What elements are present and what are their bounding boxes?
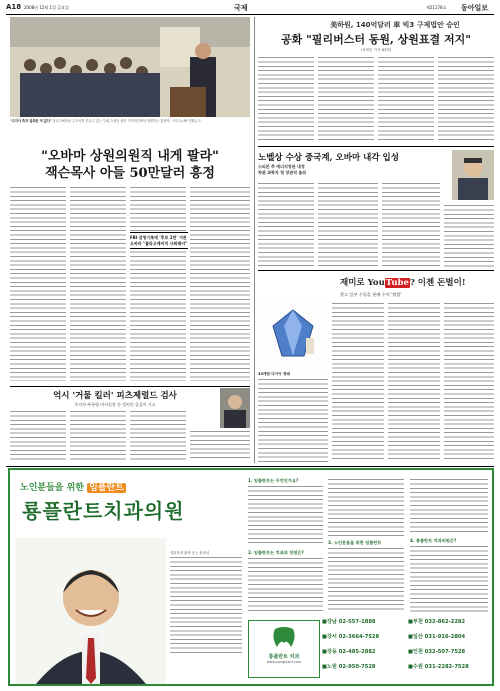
story3-col3 — [382, 182, 440, 267]
page-header — [6, 3, 494, 13]
story2-divider — [258, 146, 494, 147]
ad-clinic-name: 룡플란트치과의원 — [22, 499, 185, 523]
phone-branch: 일산 — [412, 634, 423, 640]
diamond-photo — [258, 300, 328, 370]
ad-tagline — [20, 480, 126, 493]
ad-logo — [248, 620, 320, 678]
phone-branch: 부천 — [412, 619, 423, 625]
steven-chu-portrait — [452, 150, 494, 200]
story5-headline: 억시 '거물 킬러' 피츠제럴드 검사 — [53, 391, 177, 401]
story1-headline-line2: 잭슨목사 아들 50만달러 흥정 — [45, 166, 215, 181]
section-title: 국제 — [234, 4, 248, 12]
phone-number: 032-862-2282 — [424, 619, 466, 625]
paper-name: 동아일보 — [461, 4, 489, 12]
story1-headline-line1: "오바마 상원의원직 내게 팔라" — [41, 149, 219, 164]
ad-intro-text — [170, 556, 242, 656]
story3-col1 — [258, 182, 314, 267]
story4-col1 — [258, 378, 328, 462]
story2-headline: 공화 "필리버스터 동원, 상원표결 저지" — [281, 33, 471, 46]
story2-col1 — [258, 56, 314, 142]
dental-ad — [8, 468, 494, 686]
story4-subhead: 광고 일부 수입을 분배 수익 '짭짤' — [340, 292, 402, 297]
story3-subhead-line1: 스티븐 추 에너지장관 내정 — [258, 164, 305, 169]
story4-col2 — [332, 302, 384, 462]
story1-subhead-text: FBI 감청기록에 '후보 1번' 거론 오바마 "블라고예비치 사퇴해야" — [130, 235, 188, 246]
phone-item[interactable]: ■수원 031-2282-7528 — [408, 664, 469, 670]
story1-divider — [10, 386, 250, 387]
ad-section2-text — [248, 557, 323, 612]
story3-divider — [258, 270, 494, 271]
story4-col3 — [388, 302, 440, 462]
ad-col2-text — [328, 478, 404, 536]
phone-item[interactable]: ■강서 02-3664-7528 — [322, 634, 380, 640]
story5-col3 — [130, 410, 186, 460]
story1-subhead — [130, 232, 188, 249]
ad-top-rule — [6, 466, 494, 467]
doctor-photo — [16, 538, 166, 684]
phone-number: 02-485-2882 — [338, 649, 376, 655]
diamond-caption: 33캐럿 다이아 경매 — [258, 372, 290, 376]
header-rule — [6, 14, 494, 15]
photo-caption — [10, 119, 250, 123]
story5-col2 — [70, 410, 126, 460]
phone-branch: 강남 — [326, 619, 337, 625]
ad-section1-text — [248, 485, 323, 545]
ad-section3-title: 3. 노인분들을 위한 임플란트 — [328, 540, 382, 545]
story1-col4 — [190, 186, 250, 381]
phone-number: 02-557-1888 — [338, 619, 376, 625]
phone-number: 02-3664-7528 — [338, 634, 380, 640]
prosecutor-photo — [220, 388, 250, 428]
phone-item[interactable]: ■부천 032-862-2282 — [408, 619, 466, 625]
doctor-caption: 행복하게 활짝 웃는 원장님 — [170, 551, 210, 555]
ad-logo-text: 룡플란트 치과 — [268, 654, 300, 660]
ad-section2-title: 2. 임플란트는 치료의 장점은? — [248, 550, 304, 555]
ad-phone-list — [322, 618, 490, 680]
ad-logo-url: www.yongplant.com — [266, 660, 302, 664]
phone-number: 02-950-7528 — [338, 664, 376, 670]
phone-number: 031-2282-7528 — [424, 664, 469, 670]
story1-col3 — [130, 186, 186, 381]
story3-headline: 노벨상 수상 중국계, 오바마 내각 입성 — [258, 153, 399, 163]
youtube-inline-tube: Tube — [385, 278, 409, 288]
story2-byline: (자세한 기사 B3면) — [360, 48, 392, 52]
story1-headline — [10, 148, 250, 182]
steven-chu-photo — [452, 150, 494, 200]
story3-col4 — [444, 204, 494, 267]
story5-col4 — [190, 430, 250, 460]
story5-col1 — [10, 410, 66, 460]
story2-kicker: 美하원, 140억달러 車 빅3 구제법안 승인 — [330, 21, 460, 29]
phone-number: 032-507-7528 — [424, 649, 466, 655]
column-separator — [254, 17, 255, 463]
story3-col2 — [318, 182, 378, 267]
story4-col4 — [444, 302, 494, 462]
ad-section1-title: 1. 임플란트는 무엇인가요? — [248, 478, 299, 483]
youtube-inline-logo — [368, 278, 410, 288]
story4-headline-text: 재미로 YouTube? 이젠 돈벌이! — [340, 278, 466, 288]
phone-item[interactable]: ■노원 02-950-7528 — [322, 664, 376, 670]
phone-item[interactable]: ■인천 032-507-7528 — [408, 649, 466, 655]
phone-item[interactable]: ■강남 02-557-1888 — [322, 619, 376, 625]
doctor-portrait — [16, 538, 166, 684]
issue-number: 제21178호 — [426, 5, 447, 10]
page-number: A18 — [6, 3, 22, 11]
story2-col2 — [318, 56, 374, 142]
phone-branch: 수원 — [412, 664, 423, 670]
press-conference-illustration — [10, 17, 250, 117]
story3-subhead-line2: 차관 과학자 첫 장관직 올라 — [258, 170, 307, 175]
story3-subhead — [258, 164, 338, 176]
diamond-illustration — [258, 300, 328, 370]
prosecutor-portrait — [220, 388, 250, 428]
tooth-logo-icon — [269, 625, 299, 649]
page-date: 2008년 12월 1일 금요일 — [24, 5, 69, 10]
story2-col4 — [438, 56, 494, 142]
ad-col3-text — [410, 478, 488, 534]
ad-section3-text — [328, 547, 404, 612]
phone-number: 031-916-2804 — [424, 634, 466, 640]
phone-branch: 노원 — [326, 664, 337, 670]
press-conference-photo — [10, 17, 250, 117]
photo-caption-bold: "주지사 측과 접촉한 적 없다" — [10, 119, 52, 123]
photo-caption-text: 블라고예비치 주지사를 흔들고 있는 부패 스캔들 관련 기자회견에서 답변하는 관계자. 시카고=AP 연합뉴스 — [52, 119, 201, 123]
phone-branch: 강동 — [326, 649, 337, 655]
phone-branch: 강서 — [326, 634, 337, 640]
ad-tagline-prefix: 노인분들을 위한 — [20, 483, 84, 493]
ad-section4-text — [410, 545, 488, 612]
story1-col2 — [70, 186, 126, 381]
ad-section4-title: 4. 룡플란트 치과의원은? — [410, 538, 457, 543]
story1-col1 — [10, 186, 66, 381]
ad-tagline-highlight: 임플란트 — [89, 483, 124, 493]
phone-item[interactable]: ■일산 031-916-2804 — [408, 634, 466, 640]
phone-item[interactable]: ■강동 02-485-2882 — [322, 649, 376, 655]
phone-branch: 인천 — [412, 649, 423, 655]
story2-col3 — [378, 56, 434, 142]
youtube-inline-you: You — [367, 278, 385, 288]
story5-subhead: 주지사-부통령 비서실장 등 정치인 줄줄이 기소 — [74, 402, 156, 407]
story4-headline — [340, 276, 494, 288]
